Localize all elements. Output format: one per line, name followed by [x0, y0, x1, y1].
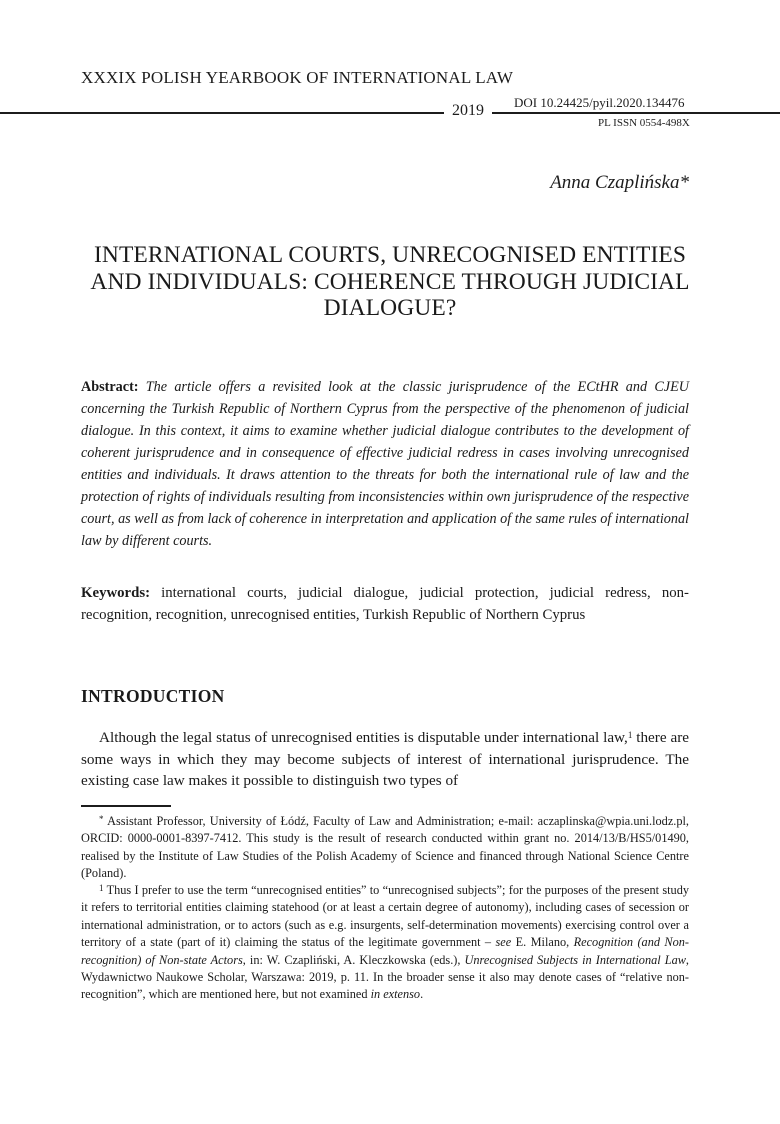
header-rule-right: [492, 112, 780, 114]
header-rule-left: [0, 112, 444, 114]
latin-phrase: in extenso: [370, 987, 421, 1002]
abstract-label: Abstract:: [81, 379, 139, 395]
doi: DOI 10.24425/pyil.2020.134476: [514, 95, 685, 110]
article-title: INTERNATIONAL COURTS, UNRECOGNISED ENTITIES AND INDIVIDUALS: COHERENCE THROUGH JUDICIAL DIALOGUE?: [90, 242, 690, 321]
footnote-marker-1: 1: [99, 883, 104, 893]
keywords-text: international courts, judicial dialogue, judicial protection, judicial redress, non-recognition, recognition, unrecognised entities, Turkish Republic of Northern Cyprus: [81, 585, 689, 623]
section-heading-introduction: INTRODUCTION: [81, 686, 225, 706]
footnote-1-see: see: [495, 935, 512, 950]
footnote-1-text: E. Milano,: [511, 935, 574, 950]
footnote-separator: [81, 805, 171, 807]
footnote-1-text: .: [420, 987, 424, 1002]
footnote-1-text: Thus I prefer to use the term “unrecognised entities” to “unrecognised subjects”; for the purposes of the present study it refers to territorial entities claiming statehood (or at least a certain degree of autonomy), including cases of secession or international administration, or to actors (such as e.g. insurgents, self-determination movements) exercising control over a territory of a state (part of it) claiming the status of the legitimate government –: [81, 883, 689, 950]
footnote-1-text: , Wydawnictwo Naukowe Scholar, Warszawa: 2019, p. 11. In the broader sense it also may denote cases of “relative non-recognition”, which are mentioned here, but not examined: [81, 952, 689, 1002]
footnote-marker-star: *: [99, 814, 104, 824]
journal-year: 2019: [452, 102, 484, 119]
footnote-1: [81, 882, 689, 1004]
footnote-author-text: Assistant Professor, University of Łódź, Faculty of Law and Administration; e-mail: aczaplinska@wpia.uni.lodz.pl, ORCID: 0000-0001-8397-7412. This study is the result of research conducted within grant no. 2014/13/B/HS5/01490, realised by the Institute of Law Studies of the Polish Academy of Science and financed through National Science Centre (Poland).: [81, 814, 689, 881]
intro-text-1: Although the legal status of unrecognised entities is disputable under international law,: [99, 729, 628, 746]
intro-text-2: there are some ways in which they may become subjects of interest of international jurisprudence. The existing case law makes it possible to distinguish two types of: [81, 729, 689, 789]
issn: PL ISSN 0554-498X: [598, 117, 690, 129]
abstract: [81, 376, 689, 552]
author-name: Anna Czaplińska*: [550, 172, 689, 193]
introduction-paragraph: [81, 727, 689, 792]
keywords-label: Keywords:: [81, 585, 151, 601]
journal-title: XXXIX POLISH YEARBOOK OF INTERNATIONAL LAW: [81, 68, 514, 87]
footnote-author: [81, 813, 689, 883]
keywords: [81, 582, 689, 626]
cited-work-title: Unrecognised Subjects in International Law: [464, 952, 686, 967]
abstract-text: The article offers a revisited look at the classic jurisprudence of the ECtHR and CJEU concerning the Turkish Republic of Northern Cyprus from the perspective of the phenomenon of judicial dialogue. In this context, it aims to examine whether judicial dialogue contributes to the development of coherent jurisprudence and in consequence of effective judicial redress in cases involving unrecognised entities and individuals. It draws attention to the threats for both the international rule of law and the protection of rights of individuals resulting from inconsistencies within own jurisprudence of the respective court, as well as from lack of coherence in interpretation and application of the same rules of international law by different courts.: [81, 379, 689, 549]
cited-work-title: Recognition (and Non-recognition) of Non-state Actors: [81, 935, 690, 967]
footnote-1-text: , in: W. Czapliński, A. Kleczkowska (eds.),: [242, 952, 465, 967]
footnote-reference-1[interactable]: 1: [627, 730, 633, 740]
